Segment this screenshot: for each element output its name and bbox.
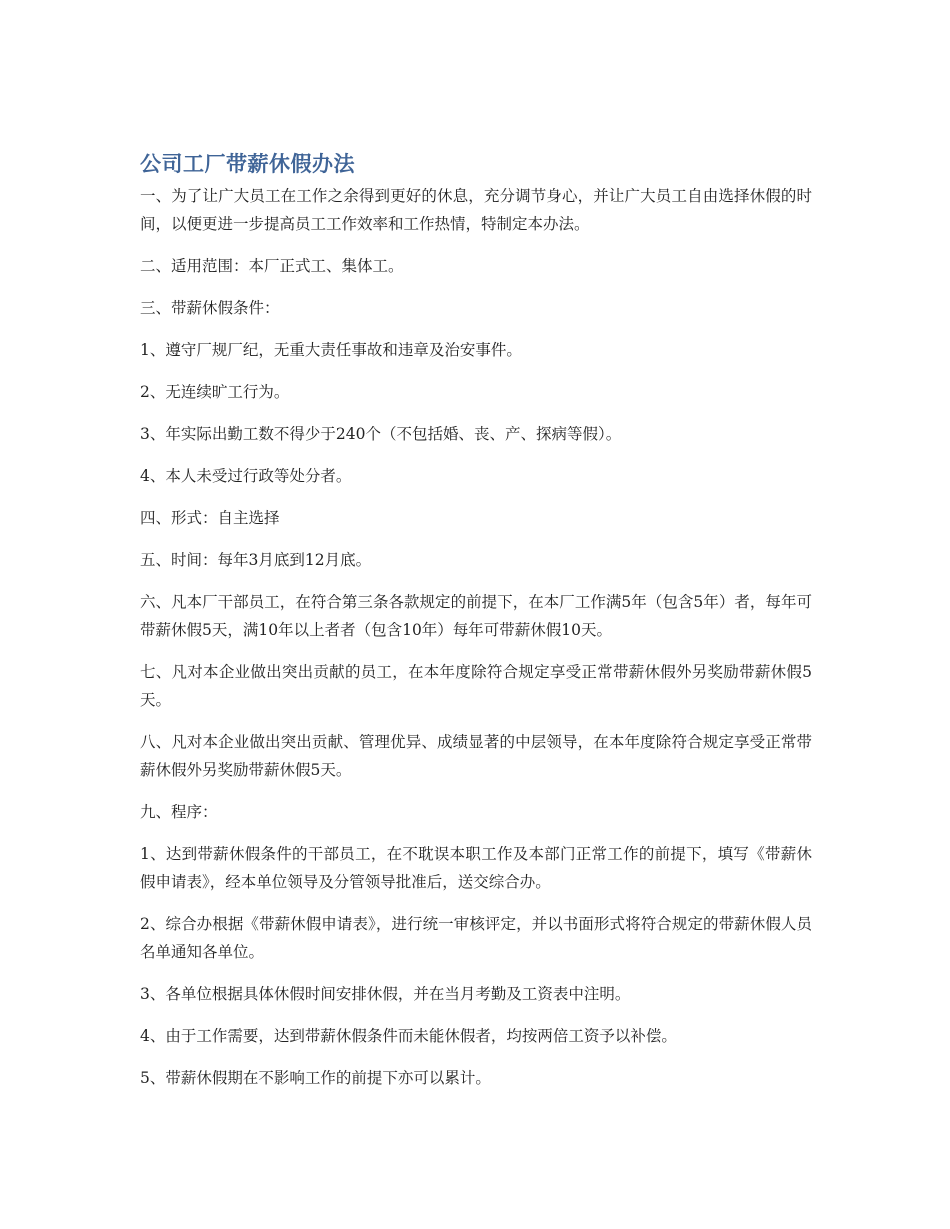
paragraph-9: 五、时间：每年3月底到12月底。 [140,551,372,569]
paragraph-13: 九、程序： [140,803,218,821]
paragraph-5: 2、无连续旷工行为。 [140,383,290,401]
document-page [140,148,812,1106]
paragraph-17: 4、由于工作需要，达到带薪休假条件而未能休假者，均按两倍工资予以补偿。 [140,1027,677,1045]
paragraph-16: 3、各单位根据具体休假时间安排休假，并在当月考勤及工资表中注明。 [140,985,631,1003]
paragraph-11: 七、凡对本企业做出突出贡献的员工，在本年度除符合规定享受正常带薪休假外另奖励带薪休假5天。 [140,663,812,709]
paragraph-15: 2、综合办根据《带薪休假申请表》，进行统一审核评定，并以书面形式将符合规定的带薪休假人员名单通知各单位。 [140,915,812,961]
paragraph-3: 三、带薪休假条件： [140,299,280,317]
paragraph-8: 四、形式：自主选择 [140,509,280,527]
paragraph-1: 一、为了让广大员工在工作之余得到更好的休息，充分调节身心，并让广大员工自由选择休假的时间，以便更进一步提高员工工作效率和工作热情，特制定本办法。 [140,187,812,233]
paragraph-18: 5、带薪休假期在不影响工作的前提下亦可以累计。 [140,1069,491,1087]
paragraph-2: 二、适用范围：本厂正式工、集体工。 [140,257,404,275]
paragraph-12: 八、凡对本企业做出突出贡献、管理优异、成绩显著的中层领导，在本年度除符合规定享受正常带薪休假外另奖励带薪休假5天。 [140,733,812,779]
paragraph-7: 4、本人未受过行政等处分者。 [140,467,352,485]
paragraph-4: 1、遵守厂规厂纪，无重大责任事故和违章及治安事件。 [140,341,522,359]
paragraph-10: 六、凡本厂干部员工，在符合第三条各款规定的前提下，在本厂工作满5年（包含5年）者，每年可带薪休假5天，满10年以上者者（包含10年）每年可带薪休假10天。 [140,593,812,639]
document-body [140,182,812,1092]
paragraph-14: 1、达到带薪休假条件的干部员工，在不耽误本职工作及本部门正常工作的前提下，填写《带薪休假申请表》，经本单位领导及分管领导批准后，送交综合办。 [140,845,812,891]
paragraph-6: 3、年实际出勤工数不得少于240个（不包括婚、丧、产、探病等假）。 [140,425,622,443]
document-title: 公司工厂带薪休假办法 [140,152,355,176]
